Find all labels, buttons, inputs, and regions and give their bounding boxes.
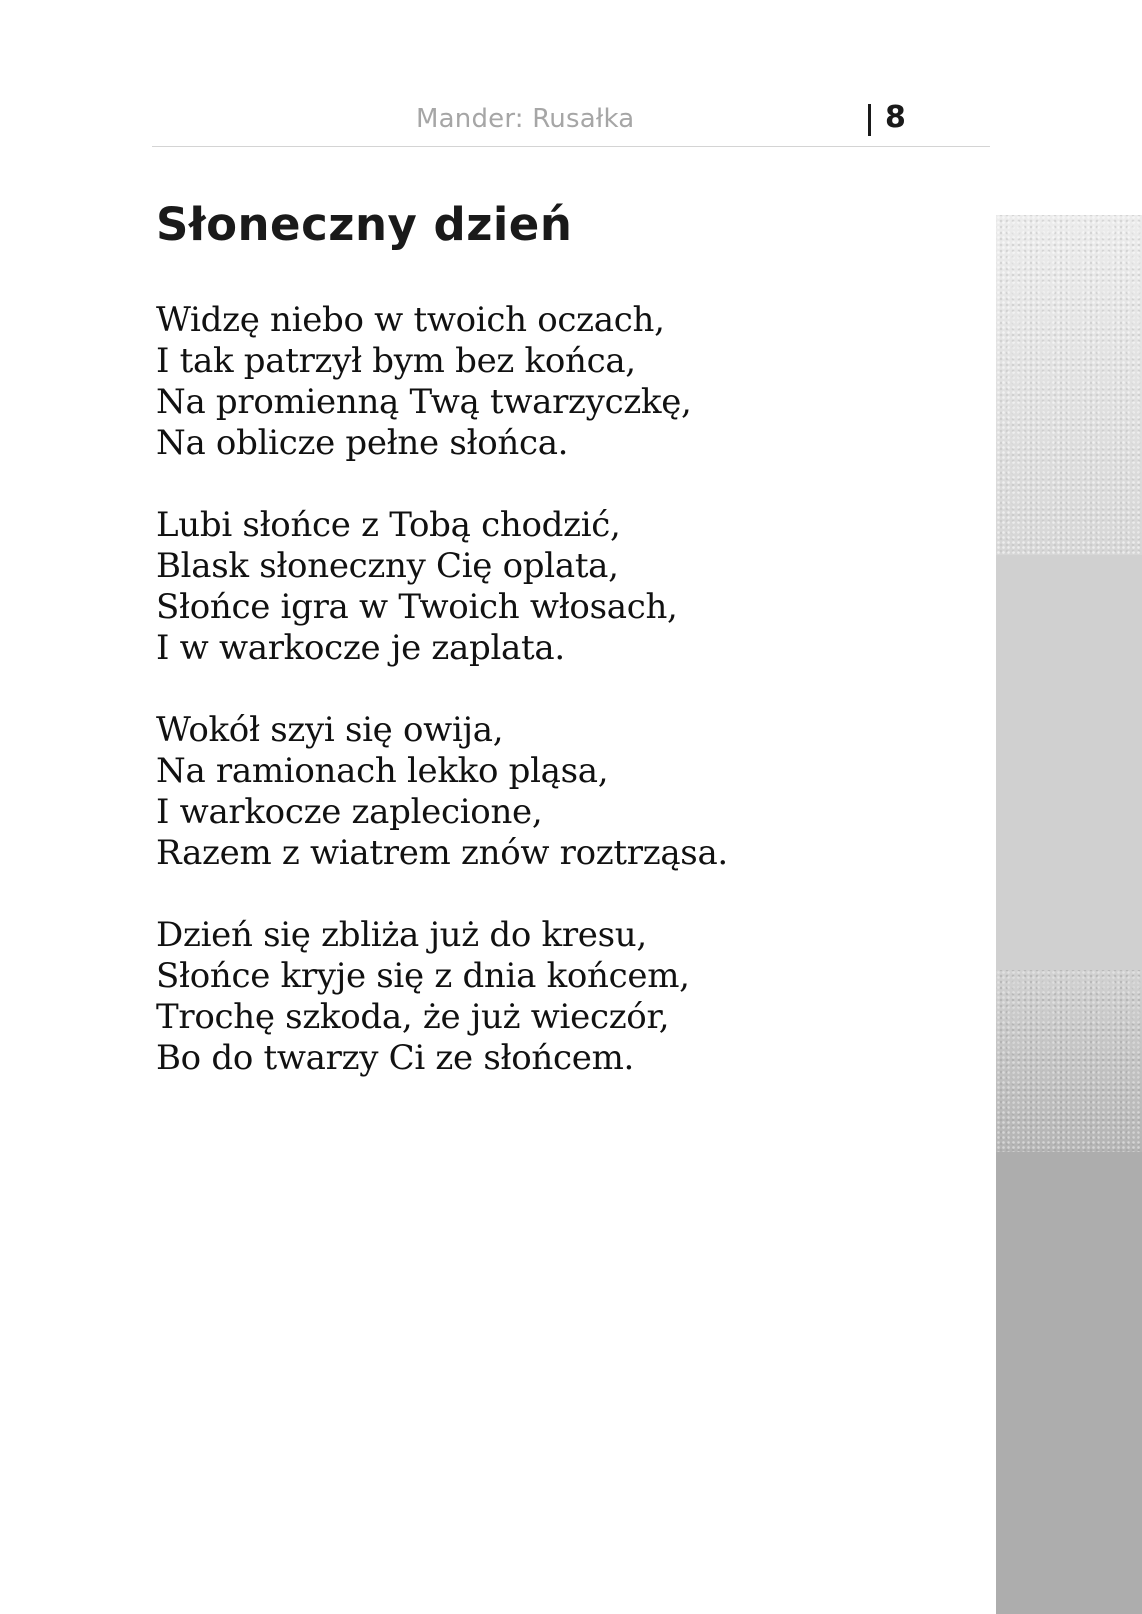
stanza-line: Dzień się zbliża już do kresu, bbox=[156, 915, 647, 955]
side-band-white-segment bbox=[996, 0, 1142, 215]
poem-title: Słoneczny dzień bbox=[156, 198, 573, 251]
decorative-side-band bbox=[996, 0, 1142, 1614]
stanza-3 bbox=[156, 710, 728, 874]
stanza-line: I tak patrzył bym bez końca, bbox=[156, 341, 636, 381]
stanza-line: Na promienną Twą twarzyczkę, bbox=[156, 382, 692, 422]
stanza-1 bbox=[156, 300, 692, 464]
stanza-line: Słońce igra w Twoich włosach, bbox=[156, 587, 678, 627]
stanza-line: Bo do twarzy Ci ze słońcem. bbox=[156, 1038, 635, 1078]
stanza-line: Na ramionach lekko pląsa, bbox=[156, 751, 609, 791]
stanza-line: Lubi słońce z Tobą chodzić, bbox=[156, 505, 621, 545]
page-number: 8 bbox=[885, 100, 906, 135]
stanza-line: Słońce kryje się z dnia końcem, bbox=[156, 956, 690, 996]
side-band-dark-segment bbox=[996, 1152, 1142, 1614]
stanza-4 bbox=[156, 915, 690, 1079]
side-band-light-segment bbox=[996, 555, 1142, 970]
side-band-dither-bottom-segment bbox=[996, 970, 1142, 1152]
stanza-line: Wokół szyi się owija, bbox=[156, 710, 504, 750]
stanza-line: Widzę niebo w twoich oczach, bbox=[156, 300, 665, 340]
header-book-title: Mander: Rusałka bbox=[416, 104, 635, 134]
page-number-separator bbox=[868, 104, 871, 136]
stanza-line: I warkocze zaplecione, bbox=[156, 792, 543, 832]
stanza-line: Razem z wiatrem znów roztrząsa. bbox=[156, 833, 728, 873]
stanza-line: Trochę szkoda, że już wieczór, bbox=[156, 997, 670, 1037]
stanza-line: Na oblicze pełne słońca. bbox=[156, 423, 569, 463]
stanza-line: I w warkocze je zaplata. bbox=[156, 628, 565, 668]
stanza-2 bbox=[156, 505, 678, 669]
side-band-dither-top-segment bbox=[996, 215, 1142, 555]
running-header bbox=[152, 100, 990, 147]
stanza-line: Blask słoneczny Cię oplata, bbox=[156, 546, 619, 586]
